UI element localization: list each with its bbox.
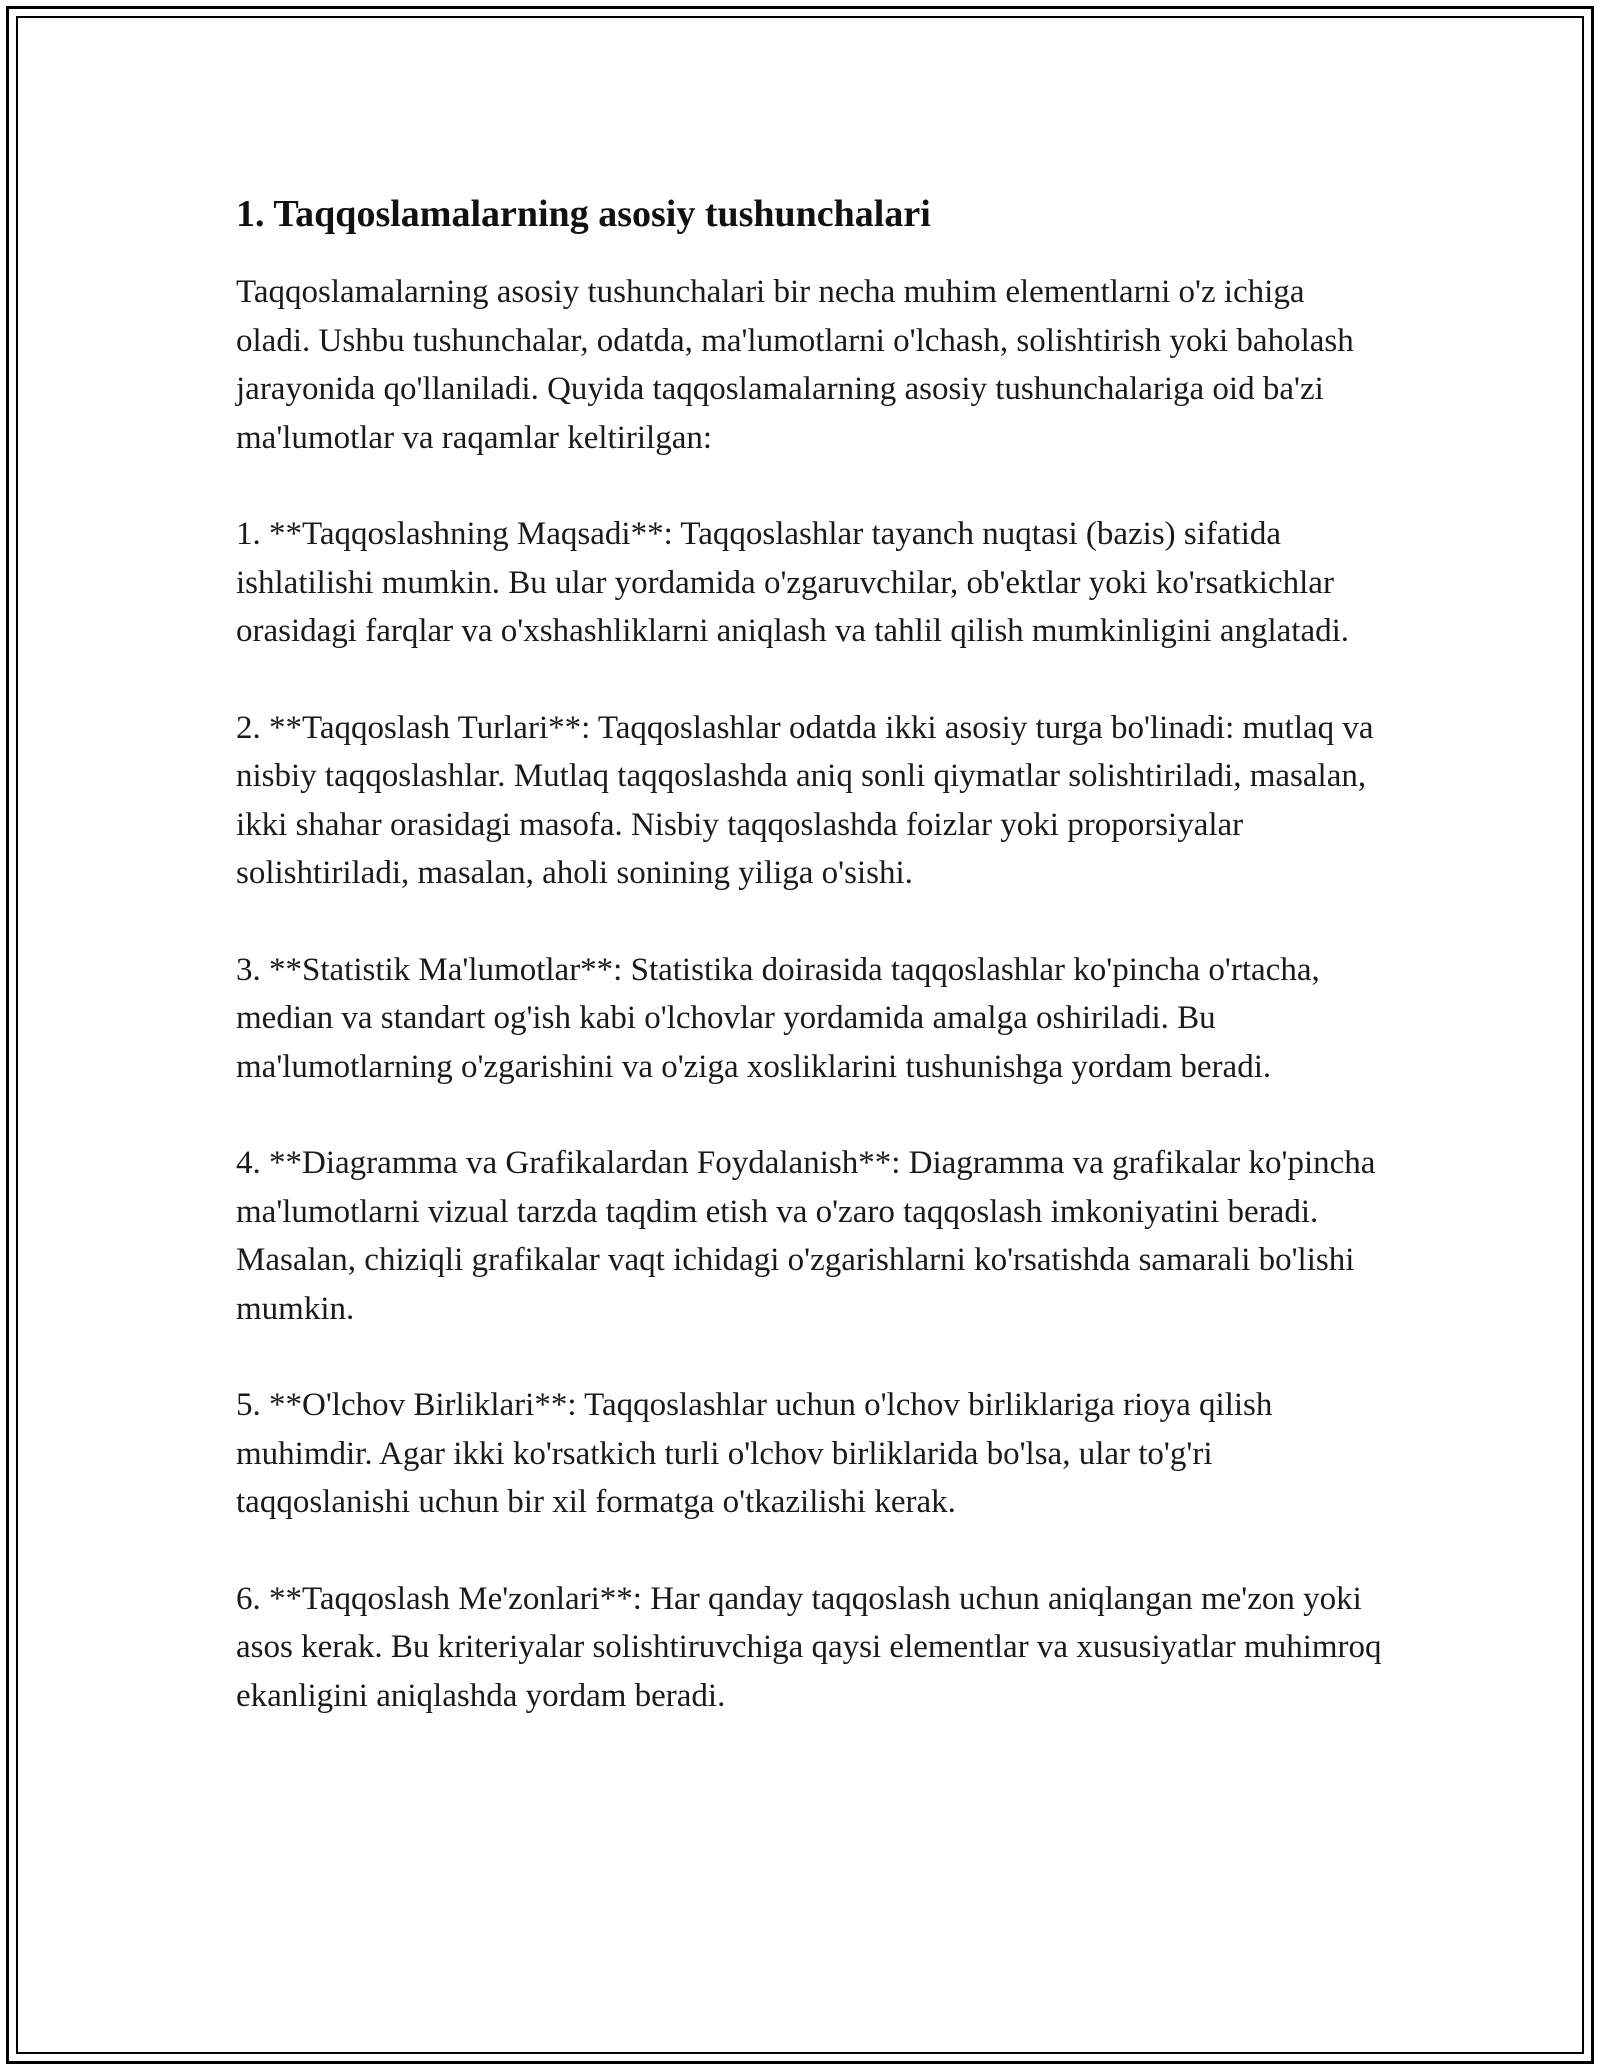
section-heading: 1. Taqqoslamalarning asosiy tushunchalari [236,193,931,235]
document-body [236,186,1386,1768]
paragraph-units: 5. **O'lchov Birliklari**: Taqqoslashlar uchun o'lchov birliklariga rioya qilish muhimdir. Agar ikki ko'rsatkich turli o'lchov birliklarida bo'lsa, ular to'g'ri taqqoslanishi uchun bir xil formatga o'tkazilishi kerak. [236,1387,1273,1520]
paragraph-diagrams: 4. **Diagramma va Grafikalardan Foydalanish**: Diagramma va grafikalar ko'pincha ma'lumotlarni vizual tarzda taqdim etish va o'zaro taqqoslash imkoniyatini beradi. Masalan, chiziqli grafikalar vaqt ichidagi o'zgarishlarni ko'rsatishda samarali bo'lishi mumkin. [236,1145,1376,1327]
paragraph-criteria: 6. **Taqqoslash Me'zonlari**: Har qanday taqqoslash uchun aniqlangan me'zon yoki asos kerak. Bu kriteriyalar solishtiruvchiga qaysi elementlar va xususiyatlar muhimroq ekanligini aniqlashda yordam beradi. [236,1580,1382,1714]
paragraph-statistics: 3. **Statistik Ma'lumotlar**: Statistika doirasida taqqoslashlar ko'pincha o'rtacha, median va standart og'ish kabi o'lchovlar yordamida amalga oshiriladi. Bu ma'lumotlarning o'zgarishini va o'ziga xosliklarini tushunishga yordam beradi. [236,951,1320,1085]
intro-paragraph: Taqqoslamalarning asosiy tushunchalari bir necha muhim elementlarni o'z ichiga oladi. Ushbu tushunchalar, odatda, ma'lumotlarni o'lchash, solishtirish yoki baholash jarayonida qo'llaniladi. Quyida taqqoslamalarning asosiy tushunchalariga oid ba'zi ma'lumotlar va raqamlar keltirilgan: [236,274,1354,456]
paragraph-types: 2. **Taqqoslash Turlari**: Taqqoslashlar odatda ikki asosiy turga bo'linadi: mutlaq va nisbiy taqqoslashlar. Mutlaq taqqoslashda aniq sonli qiymatlar solishtiriladi, masalan, ikki shahar orasidagi masofa. Nisbiy taqqoslashda foizlar yoki proporsiyalar solishtiriladi, masalan, aholi sonining yiliga o'sishi. [236,709,1374,891]
paragraph-purpose: 1. **Taqqoslashning Maqsadi**: Taqqoslashlar tayanch nuqtasi (bazis) sifatida ishlatilishi mumkin. Bu ular yordamida o'zgaruvchilar, ob'ektlar yoki ko'rsatkichlar orasidagi farqlar va o'xshashliklarni aniqlash va tahlil qilish mumkinligini anglatadi. [236,516,1350,649]
